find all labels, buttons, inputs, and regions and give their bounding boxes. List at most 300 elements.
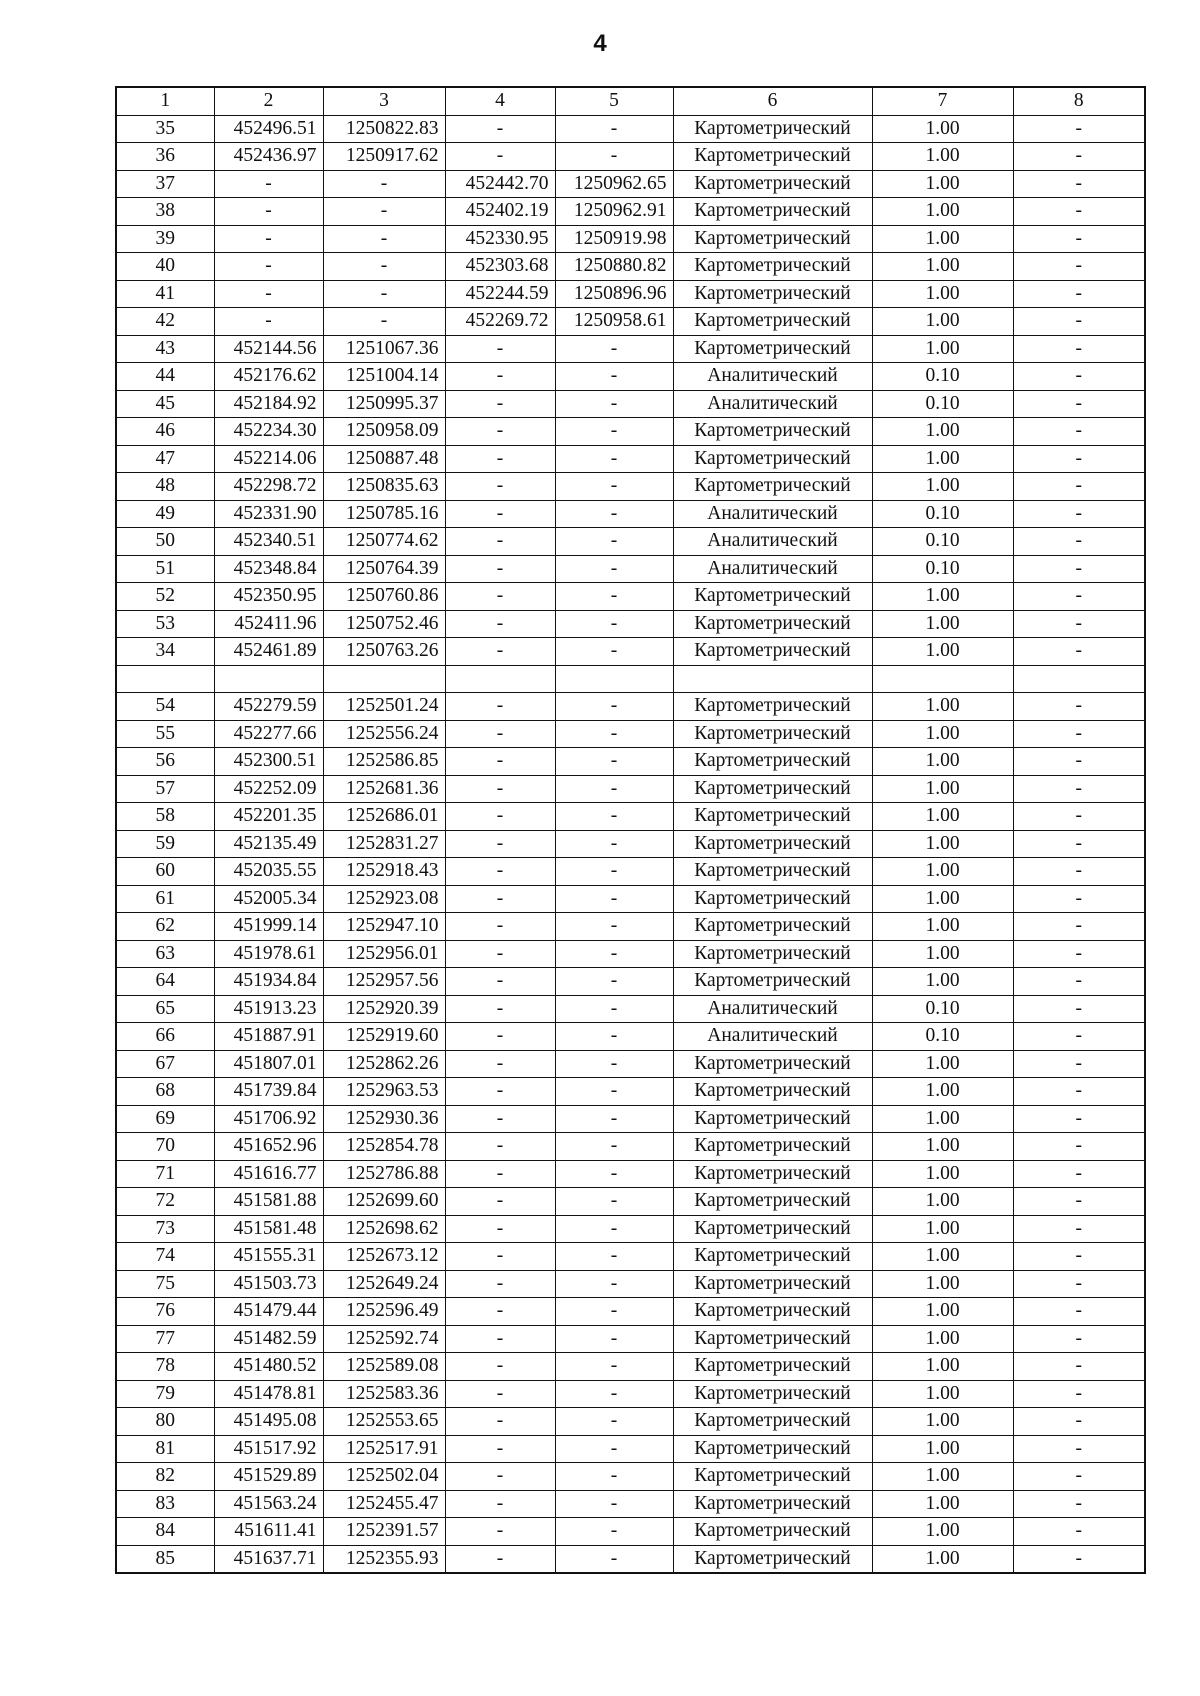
- accuracy-cell: 1.00: [872, 1270, 1013, 1298]
- point-number-cell: 75: [116, 1270, 214, 1298]
- point-number-cell: 41: [116, 280, 214, 308]
- x-coordinate-alt-cell: -: [445, 1380, 555, 1408]
- accuracy-cell: 1.00: [872, 885, 1013, 913]
- y-coordinate-alt-cell: -: [555, 115, 673, 143]
- point-number-cell: 70: [116, 1133, 214, 1161]
- method-cell: Картометрический: [673, 940, 872, 968]
- y-coordinate-cell: -: [323, 253, 445, 281]
- x-coordinate-cell: 452144.56: [214, 335, 323, 363]
- y-coordinate-alt-cell: -: [555, 1023, 673, 1051]
- y-coordinate-alt-cell: 1250919.98: [555, 225, 673, 253]
- table-row: [116, 913, 1145, 941]
- note-cell: -: [1013, 885, 1145, 913]
- x-coordinate-cell: 452005.34: [214, 885, 323, 913]
- accuracy-cell: 1.00: [872, 638, 1013, 666]
- x-coordinate-alt-cell: -: [445, 830, 555, 858]
- x-coordinate-alt-cell: -: [445, 1105, 555, 1133]
- method-cell: Картометрический: [673, 1490, 872, 1518]
- note-cell: -: [1013, 583, 1145, 611]
- accuracy-cell: 0.10: [872, 363, 1013, 391]
- note-cell: -: [1013, 198, 1145, 226]
- note-cell: [1013, 665, 1145, 693]
- y-coordinate-alt-cell: -: [555, 445, 673, 473]
- x-coordinate-alt-cell: -: [445, 500, 555, 528]
- note-cell: -: [1013, 1160, 1145, 1188]
- table-row: [116, 143, 1145, 171]
- table-row: [116, 198, 1145, 226]
- y-coordinate-alt-cell: -: [555, 335, 673, 363]
- y-coordinate-cell: 1252681.36: [323, 775, 445, 803]
- note-cell: -: [1013, 308, 1145, 336]
- table-row: [116, 638, 1145, 666]
- accuracy-cell: 1.00: [872, 1353, 1013, 1381]
- x-coordinate-alt-cell: -: [445, 693, 555, 721]
- accuracy-cell: 1.00: [872, 940, 1013, 968]
- accuracy-cell: 1.00: [872, 1160, 1013, 1188]
- y-coordinate-alt-cell: -: [555, 1408, 673, 1436]
- y-coordinate-cell: 1252786.88: [323, 1160, 445, 1188]
- note-cell: -: [1013, 1325, 1145, 1353]
- x-coordinate-alt-cell: -: [445, 583, 555, 611]
- y-coordinate-alt-cell: -: [555, 1463, 673, 1491]
- table-row: [116, 583, 1145, 611]
- accuracy-cell: 1.00: [872, 1463, 1013, 1491]
- x-coordinate-alt-cell: -: [445, 803, 555, 831]
- point-number-cell: 35: [116, 115, 214, 143]
- note-cell: -: [1013, 1105, 1145, 1133]
- accuracy-cell: 0.10: [872, 500, 1013, 528]
- x-coordinate-cell: 451999.14: [214, 913, 323, 941]
- y-coordinate-cell: 1250822.83: [323, 115, 445, 143]
- table-row: [116, 748, 1145, 776]
- x-coordinate-cell: 451581.88: [214, 1188, 323, 1216]
- y-coordinate-alt-cell: 1250958.61: [555, 308, 673, 336]
- point-number-cell: 81: [116, 1435, 214, 1463]
- y-coordinate-cell: 1252391.57: [323, 1518, 445, 1546]
- method-cell: Аналитический: [673, 500, 872, 528]
- point-number-cell: 46: [116, 418, 214, 446]
- y-coordinate-cell: 1252854.78: [323, 1133, 445, 1161]
- method-cell: Картометрический: [673, 693, 872, 721]
- x-coordinate-cell: -: [214, 308, 323, 336]
- table-row: [116, 1133, 1145, 1161]
- y-coordinate-alt-cell: -: [555, 528, 673, 556]
- point-number-cell: 62: [116, 913, 214, 941]
- table-row: [116, 335, 1145, 363]
- x-coordinate-alt-cell: -: [445, 720, 555, 748]
- y-coordinate-cell: 1252923.08: [323, 885, 445, 913]
- y-coordinate-cell: 1252930.36: [323, 1105, 445, 1133]
- accuracy-cell: 1.00: [872, 1325, 1013, 1353]
- column-header: 3: [323, 87, 445, 115]
- x-coordinate-alt-cell: 452244.59: [445, 280, 555, 308]
- point-number-cell: 44: [116, 363, 214, 391]
- accuracy-cell: 1.00: [872, 1408, 1013, 1436]
- y-coordinate-cell: 1252592.74: [323, 1325, 445, 1353]
- note-cell: -: [1013, 1298, 1145, 1326]
- y-coordinate-alt-cell: 1250962.91: [555, 198, 673, 226]
- y-coordinate-cell: 1252831.27: [323, 830, 445, 858]
- method-cell: Картометрический: [673, 583, 872, 611]
- y-coordinate-cell: 1252956.01: [323, 940, 445, 968]
- note-cell: -: [1013, 473, 1145, 501]
- note-cell: -: [1013, 280, 1145, 308]
- note-cell: -: [1013, 1023, 1145, 1051]
- table-row: [116, 775, 1145, 803]
- method-cell: Картометрический: [673, 968, 872, 996]
- point-number-cell: 83: [116, 1490, 214, 1518]
- x-coordinate-alt-cell: -: [445, 940, 555, 968]
- method-cell: Картометрический: [673, 638, 872, 666]
- note-cell: -: [1013, 748, 1145, 776]
- y-coordinate-cell: 1252502.04: [323, 1463, 445, 1491]
- y-coordinate-alt-cell: -: [555, 418, 673, 446]
- point-number-cell: 76: [116, 1298, 214, 1326]
- y-coordinate-cell: 1252686.01: [323, 803, 445, 831]
- x-coordinate-cell: 451807.01: [214, 1050, 323, 1078]
- method-cell: Картометрический: [673, 1243, 872, 1271]
- y-coordinate-alt-cell: -: [555, 693, 673, 721]
- method-cell: Картометрический: [673, 1270, 872, 1298]
- y-coordinate-alt-cell: -: [555, 1215, 673, 1243]
- note-cell: -: [1013, 693, 1145, 721]
- x-coordinate-alt-cell: -: [445, 1463, 555, 1491]
- method-cell: Картометрический: [673, 1463, 872, 1491]
- table-row: [116, 528, 1145, 556]
- y-coordinate-cell: 1250835.63: [323, 473, 445, 501]
- method-cell: Картометрический: [673, 1160, 872, 1188]
- x-coordinate-alt-cell: -: [445, 1353, 555, 1381]
- note-cell: -: [1013, 830, 1145, 858]
- x-coordinate-cell: 452035.55: [214, 858, 323, 886]
- point-number-cell: 60: [116, 858, 214, 886]
- x-coordinate-alt-cell: -: [445, 1023, 555, 1051]
- y-coordinate-alt-cell: -: [555, 720, 673, 748]
- note-cell: -: [1013, 720, 1145, 748]
- y-coordinate-alt-cell: -: [555, 555, 673, 583]
- table-row: [116, 1518, 1145, 1546]
- point-number-cell: 78: [116, 1353, 214, 1381]
- y-coordinate-cell: 1252919.60: [323, 1023, 445, 1051]
- x-coordinate-alt-cell: -: [445, 638, 555, 666]
- x-coordinate-cell: 452176.62: [214, 363, 323, 391]
- table-row: [116, 1050, 1145, 1078]
- x-coordinate-alt-cell: -: [445, 1270, 555, 1298]
- point-number-cell: 66: [116, 1023, 214, 1051]
- method-cell: Картометрический: [673, 198, 872, 226]
- table-row: [116, 1325, 1145, 1353]
- x-coordinate-cell: -: [214, 225, 323, 253]
- accuracy-cell: [872, 665, 1013, 693]
- point-number-cell: 42: [116, 308, 214, 336]
- table-row: [116, 858, 1145, 886]
- x-coordinate-alt-cell: -: [445, 1050, 555, 1078]
- note-cell: -: [1013, 390, 1145, 418]
- y-coordinate-cell: 1252957.56: [323, 968, 445, 996]
- note-cell: -: [1013, 968, 1145, 996]
- method-cell: Картометрический: [673, 445, 872, 473]
- y-coordinate-alt-cell: 1250962.65: [555, 170, 673, 198]
- point-number-cell: 47: [116, 445, 214, 473]
- y-coordinate-alt-cell: -: [555, 1325, 673, 1353]
- y-coordinate-alt-cell: -: [555, 1188, 673, 1216]
- method-cell: Картометрический: [673, 1215, 872, 1243]
- column-header: 6: [673, 87, 872, 115]
- x-coordinate-cell: 452461.89: [214, 638, 323, 666]
- point-number-cell: 77: [116, 1325, 214, 1353]
- table-row: [116, 363, 1145, 391]
- method-cell: Картометрический: [673, 803, 872, 831]
- y-coordinate-cell: 1251004.14: [323, 363, 445, 391]
- point-number-cell: 48: [116, 473, 214, 501]
- y-coordinate-alt-cell: 1250896.96: [555, 280, 673, 308]
- accuracy-cell: 1.00: [872, 253, 1013, 281]
- y-coordinate-alt-cell: -: [555, 1105, 673, 1133]
- y-coordinate-alt-cell: -: [555, 830, 673, 858]
- x-coordinate-cell: 452234.30: [214, 418, 323, 446]
- y-coordinate-alt-cell: -: [555, 1133, 673, 1161]
- x-coordinate-cell: 452252.09: [214, 775, 323, 803]
- y-coordinate-alt-cell: -: [555, 885, 673, 913]
- method-cell: Картометрический: [673, 748, 872, 776]
- y-coordinate-alt-cell: -: [555, 775, 673, 803]
- x-coordinate-alt-cell: -: [445, 1518, 555, 1546]
- x-coordinate-alt-cell: -: [445, 143, 555, 171]
- x-coordinate-cell: 451652.96: [214, 1133, 323, 1161]
- table-row: [116, 1463, 1145, 1491]
- point-number-cell: 68: [116, 1078, 214, 1106]
- point-number-cell: 53: [116, 610, 214, 638]
- method-cell: Аналитический: [673, 1023, 872, 1051]
- accuracy-cell: 1.00: [872, 858, 1013, 886]
- point-number-cell: 34: [116, 638, 214, 666]
- accuracy-cell: 1.00: [872, 748, 1013, 776]
- note-cell: -: [1013, 253, 1145, 281]
- x-coordinate-alt-cell: 452303.68: [445, 253, 555, 281]
- table-row: [116, 1270, 1145, 1298]
- note-cell: -: [1013, 940, 1145, 968]
- point-number-cell: 63: [116, 940, 214, 968]
- point-number-cell: 73: [116, 1215, 214, 1243]
- x-coordinate-cell: 451913.23: [214, 995, 323, 1023]
- method-cell: Картометрический: [673, 253, 872, 281]
- accuracy-cell: 1.00: [872, 968, 1013, 996]
- y-coordinate-cell: 1250917.62: [323, 143, 445, 171]
- x-coordinate-cell: 451495.08: [214, 1408, 323, 1436]
- note-cell: -: [1013, 1490, 1145, 1518]
- note-cell: -: [1013, 1243, 1145, 1271]
- note-cell: -: [1013, 115, 1145, 143]
- note-cell: -: [1013, 335, 1145, 363]
- x-coordinate-alt-cell: -: [445, 473, 555, 501]
- point-number-cell: 58: [116, 803, 214, 831]
- point-number-cell: 45: [116, 390, 214, 418]
- point-number-cell: 85: [116, 1545, 214, 1573]
- y-coordinate-cell: 1250752.46: [323, 610, 445, 638]
- method-cell: Картометрический: [673, 885, 872, 913]
- y-coordinate-alt-cell: -: [555, 913, 673, 941]
- accuracy-cell: 1.00: [872, 610, 1013, 638]
- y-coordinate-cell: 1252947.10: [323, 913, 445, 941]
- x-coordinate-alt-cell: -: [445, 968, 555, 996]
- x-coordinate-alt-cell: -: [445, 1133, 555, 1161]
- y-coordinate-alt-cell: -: [555, 1518, 673, 1546]
- table-row: [116, 500, 1145, 528]
- method-cell: Картометрический: [673, 418, 872, 446]
- point-number-cell: 65: [116, 995, 214, 1023]
- y-coordinate-cell: 1252918.43: [323, 858, 445, 886]
- y-coordinate-cell: 1252455.47: [323, 1490, 445, 1518]
- table-row: [116, 1188, 1145, 1216]
- x-coordinate-cell: 452436.97: [214, 143, 323, 171]
- x-coordinate-cell: 451482.59: [214, 1325, 323, 1353]
- y-coordinate-cell: 1252589.08: [323, 1353, 445, 1381]
- table-row: [116, 610, 1145, 638]
- y-coordinate-cell: 1252963.53: [323, 1078, 445, 1106]
- note-cell: -: [1013, 913, 1145, 941]
- y-coordinate-cell: 1252920.39: [323, 995, 445, 1023]
- x-coordinate-alt-cell: -: [445, 748, 555, 776]
- x-coordinate-alt-cell: -: [445, 775, 555, 803]
- point-number-cell: 74: [116, 1243, 214, 1271]
- y-coordinate-cell: 1250764.39: [323, 555, 445, 583]
- note-cell: -: [1013, 1215, 1145, 1243]
- table-row: [116, 1408, 1145, 1436]
- y-coordinate-cell: 1252596.49: [323, 1298, 445, 1326]
- column-header: 8: [1013, 87, 1145, 115]
- x-coordinate-cell: 452331.90: [214, 500, 323, 528]
- y-coordinate-alt-cell: -: [555, 473, 673, 501]
- method-cell: Картометрический: [673, 335, 872, 363]
- x-coordinate-alt-cell: -: [445, 1215, 555, 1243]
- x-coordinate-alt-cell: -: [445, 555, 555, 583]
- accuracy-cell: 1.00: [872, 1380, 1013, 1408]
- note-cell: -: [1013, 1078, 1145, 1106]
- point-number-cell: 69: [116, 1105, 214, 1133]
- point-number-cell: 64: [116, 968, 214, 996]
- note-cell: -: [1013, 143, 1145, 171]
- method-cell: Аналитический: [673, 390, 872, 418]
- accuracy-cell: 1.00: [872, 1545, 1013, 1573]
- x-coordinate-alt-cell: -: [445, 418, 555, 446]
- x-coordinate-cell: 452298.72: [214, 473, 323, 501]
- method-cell: Картометрический: [673, 170, 872, 198]
- note-cell: -: [1013, 1518, 1145, 1546]
- accuracy-cell: 1.00: [872, 1243, 1013, 1271]
- column-header: 5: [555, 87, 673, 115]
- y-coordinate-cell: 1250958.09: [323, 418, 445, 446]
- method-cell: [673, 665, 872, 693]
- table-row: [116, 115, 1145, 143]
- note-cell: -: [1013, 500, 1145, 528]
- y-coordinate-alt-cell: -: [555, 1490, 673, 1518]
- y-coordinate-cell: 1250995.37: [323, 390, 445, 418]
- note-cell: -: [1013, 1353, 1145, 1381]
- table-row: [116, 1380, 1145, 1408]
- y-coordinate-cell: 1252699.60: [323, 1188, 445, 1216]
- note-cell: -: [1013, 1463, 1145, 1491]
- x-coordinate-cell: 451480.52: [214, 1353, 323, 1381]
- point-number-cell: 55: [116, 720, 214, 748]
- x-coordinate-cell: 451934.84: [214, 968, 323, 996]
- table-row: [116, 473, 1145, 501]
- y-coordinate-alt-cell: -: [555, 995, 673, 1023]
- y-coordinate-cell: 1252649.24: [323, 1270, 445, 1298]
- y-coordinate-alt-cell: -: [555, 1050, 673, 1078]
- x-coordinate-alt-cell: -: [445, 363, 555, 391]
- y-coordinate-alt-cell: -: [555, 968, 673, 996]
- x-coordinate-alt-cell: -: [445, 1325, 555, 1353]
- x-coordinate-cell: 451581.48: [214, 1215, 323, 1243]
- x-coordinate-alt-cell: -: [445, 1490, 555, 1518]
- y-coordinate-cell: 1252586.85: [323, 748, 445, 776]
- y-coordinate-cell: -: [323, 198, 445, 226]
- x-coordinate-cell: 451479.44: [214, 1298, 323, 1326]
- y-coordinate-cell: 1252501.24: [323, 693, 445, 721]
- table-row: [116, 170, 1145, 198]
- method-cell: Картометрический: [673, 720, 872, 748]
- accuracy-cell: 1.00: [872, 115, 1013, 143]
- x-coordinate-cell: -: [214, 198, 323, 226]
- table-row: [116, 418, 1145, 446]
- note-cell: -: [1013, 858, 1145, 886]
- method-cell: Картометрический: [673, 115, 872, 143]
- accuracy-cell: 1.00: [872, 913, 1013, 941]
- y-coordinate-alt-cell: -: [555, 638, 673, 666]
- method-cell: Картометрический: [673, 280, 872, 308]
- x-coordinate-alt-cell: -: [445, 390, 555, 418]
- point-number-cell: 54: [116, 693, 214, 721]
- y-coordinate-cell: 1250760.86: [323, 583, 445, 611]
- method-cell: Картометрический: [673, 1050, 872, 1078]
- x-coordinate-alt-cell: 452269.72: [445, 308, 555, 336]
- point-number-cell: 84: [116, 1518, 214, 1546]
- x-coordinate-cell: 452340.51: [214, 528, 323, 556]
- point-number-cell: 57: [116, 775, 214, 803]
- table-row: [116, 253, 1145, 281]
- method-cell: Картометрический: [673, 1380, 872, 1408]
- point-number-cell: 71: [116, 1160, 214, 1188]
- point-number-cell: 49: [116, 500, 214, 528]
- accuracy-cell: 1.00: [872, 1518, 1013, 1546]
- x-coordinate-cell: 452348.84: [214, 555, 323, 583]
- table-row: [116, 1435, 1145, 1463]
- accuracy-cell: 1.00: [872, 583, 1013, 611]
- accuracy-cell: 1.00: [872, 280, 1013, 308]
- method-cell: Картометрический: [673, 1408, 872, 1436]
- note-cell: -: [1013, 1188, 1145, 1216]
- accuracy-cell: 1.00: [872, 1133, 1013, 1161]
- accuracy-cell: 0.10: [872, 528, 1013, 556]
- method-cell: Аналитический: [673, 555, 872, 583]
- column-header: 2: [214, 87, 323, 115]
- method-cell: Картометрический: [673, 1105, 872, 1133]
- table-header-row: [116, 87, 1145, 115]
- x-coordinate-cell: 451887.91: [214, 1023, 323, 1051]
- y-coordinate-alt-cell: -: [555, 610, 673, 638]
- y-coordinate-cell: 1252556.24: [323, 720, 445, 748]
- y-coordinate-cell: -: [323, 225, 445, 253]
- method-cell: Картометрический: [673, 308, 872, 336]
- x-coordinate-cell: 452350.95: [214, 583, 323, 611]
- table-row: [116, 885, 1145, 913]
- x-coordinate-alt-cell: -: [445, 1243, 555, 1271]
- accuracy-cell: 1.00: [872, 335, 1013, 363]
- note-cell: -: [1013, 1545, 1145, 1573]
- y-coordinate-alt-cell: -: [555, 143, 673, 171]
- y-coordinate-alt-cell: [555, 665, 673, 693]
- accuracy-cell: 0.10: [872, 1023, 1013, 1051]
